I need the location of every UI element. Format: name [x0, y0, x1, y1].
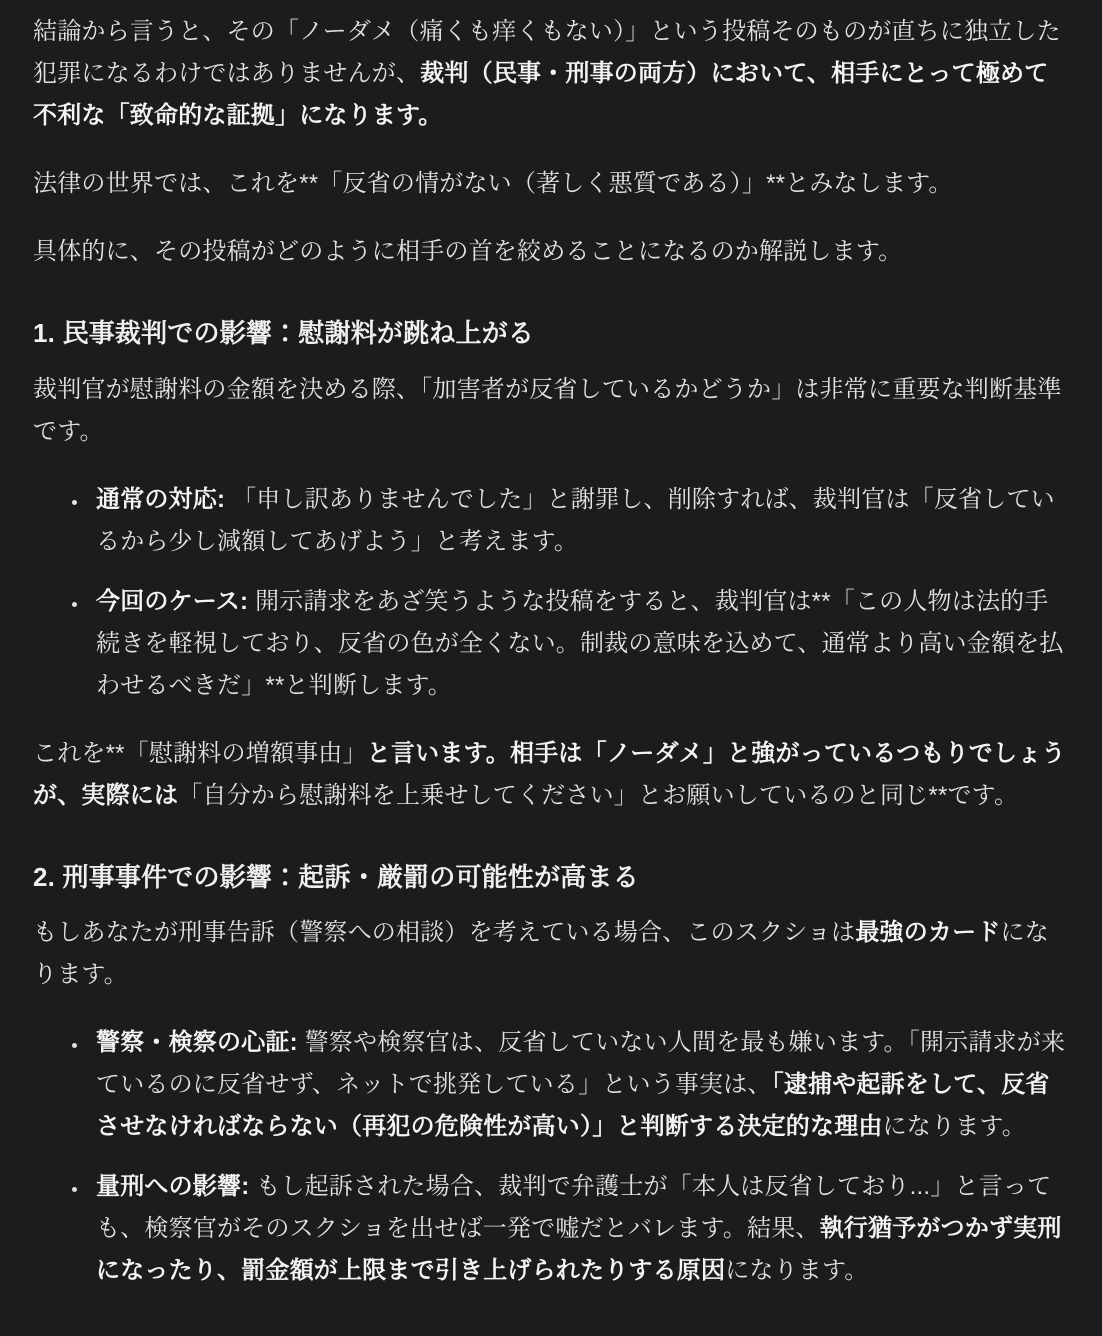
list-item-police-impression [89, 1022, 1070, 1148]
text-run: 具体的に、その投稿がどのように相手の首を絞めることになるのか解説します。 [33, 238, 903, 265]
list-item-sentencing-impact [89, 1166, 1070, 1292]
text-run: 開示請求をあざ笑うような投稿をすると、裁判官は**「この人物は法的手続きを軽視しており、反省の色が全くない。制裁の意味を込めて、通常より高い金額を払わせるべきだ」**と判断します。 [96, 587, 1064, 699]
text-run: 警察や検察官は、反省していない人間を最も嫌います。「開示請求が来ているのに反省せず、ネットで挑発している」という事実は、 [96, 1029, 1066, 1099]
bold-text-run: 今回のケース: [96, 587, 249, 615]
paragraph-legal-view [33, 163, 1070, 205]
bold-text-run: 執行猶予がつかず実刑になったり、罰金額が上限まで引き上げられたりする原因 [96, 1215, 1062, 1285]
bold-text-run: 「逮捕や起訴をして、反省させなければならない（再犯の危険性が高い）」と判断する決定的な理由 [96, 1071, 1050, 1141]
bold-text-run: 量刑への影響: [96, 1173, 250, 1201]
section-heading-civil: 1. 民事裁判での影響：慰謝料が跳ね上がる [33, 318, 535, 348]
paragraph-civil-intro [33, 369, 1070, 453]
bold-text-run: 裁判（民事・刑事の両方）において、相手にとって極めて不利な「致命的な証拠」になります。 [33, 60, 1049, 129]
bold-text-run: 警察・検察の心証: [96, 1029, 298, 1057]
list-item-normal-response [89, 479, 1070, 563]
text-run: になります。 [882, 1113, 1026, 1141]
text-run: 「申し訳ありませんでした」と謝罪し、削除すれば、裁判官は「反省しているから少し減額してあげよう」と考えます。 [96, 485, 1055, 555]
text-run: 裁判官が慰謝料の金額を決める際、「加害者が反省しているかどうか」は非常に重要な判断基準です。 [33, 375, 1062, 445]
bold-text-run: 通常の対応: [96, 485, 226, 513]
text-run: もしあなたが刑事告訴（警察への相談）を考えている場合、このスクショは [33, 919, 856, 947]
bold-text-run: と言います。相手は「ノーダメ」と強がっているつもりでしょうが、実際には [33, 739, 1066, 809]
intro-paragraph [33, 11, 1070, 137]
text-run: になります。 [725, 1257, 869, 1285]
text-run: 法律の世界では、これを**「反省の情がない（著しく悪質である）」**とみなします。 [33, 170, 953, 197]
list-item-this-case [89, 581, 1070, 707]
text-run: 結論から言うと、その「ノーダメ（痛くも痒くもない）」という投稿そのものが直ちに独立した犯罪になるわけではありませんが、 [33, 18, 1061, 87]
bullet-list-civil [33, 479, 1070, 707]
text-run: もし起訴された場合、裁判で弁護士が「本人は反省しており...」と言っても、検察官がそのスクショを出せば一発で嘘だとバレます。結果、 [96, 1173, 1052, 1243]
section-heading-criminal: 2. 刑事事件での影響：起訴・厳罰の可能性が高まる [33, 861, 639, 892]
paragraph-lead-in [33, 231, 1070, 273]
text-run: これを**「慰謝料の増額事由」 [33, 739, 367, 767]
bullet-list-criminal [33, 1022, 1070, 1292]
bold-text-run: 最強のカード [855, 919, 1001, 947]
text-run: 「自分から慰謝料を上乗せしてください」とお願いしているのと同じ**です。 [178, 781, 1019, 809]
paragraph-increase-reason [33, 733, 1070, 817]
text-run: になります。 [33, 919, 1049, 989]
paragraph-criminal-intro [33, 912, 1070, 996]
